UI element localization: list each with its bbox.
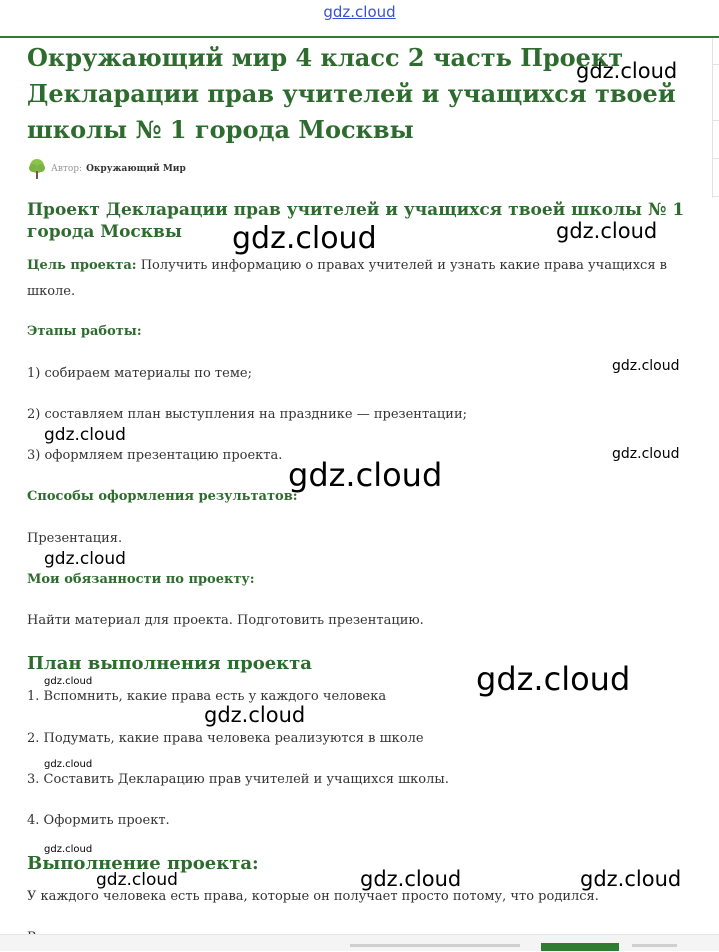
duties-text: Найти материал для проекта. Подготовить презентацию. — [27, 613, 424, 628]
plan-item: 2. Подумать, какие права человека реализуются в школе — [27, 731, 424, 746]
goal-text: Получить информацию о правах учителей и узнать какие права учащихся в школе. — [27, 258, 667, 299]
watermark: gdz.cloud — [612, 446, 680, 462]
bottom-bar — [0, 934, 719, 951]
watermark: gdz.cloud — [44, 844, 93, 855]
plan-item: 3. Составить Декларацию прав учителей и учащихся школы. — [27, 772, 449, 787]
watermark: gdz.cloud — [476, 660, 631, 698]
author-line — [27, 157, 186, 181]
watermark: gdz.cloud — [232, 221, 377, 256]
watermark: gdz.cloud — [288, 456, 443, 494]
watermark: gdz.cloud — [44, 425, 126, 445]
watermark: gdz.cloud — [96, 870, 178, 890]
plan-item: 1. Вспомнить, какие права есть у каждого человека — [27, 689, 387, 704]
watermark: gdz.cloud — [580, 867, 682, 891]
methods-text: Презентация. — [27, 531, 123, 546]
stage-item: 1) собираем материалы по теме; — [27, 366, 252, 381]
plan-item: 4. Оформить проект. — [27, 813, 170, 828]
watermark: gdz.cloud — [360, 867, 462, 891]
stages-label: Этапы работы: — [27, 324, 142, 339]
goal-paragraph — [27, 253, 697, 305]
stage-item: 3) оформляем презентацию проекта. — [27, 448, 283, 463]
page-title: Окружающий мир 4 класс 2 часть Проект Декларации прав учителей и учащихся твоей школы № 1 города Москвы — [27, 43, 676, 144]
methods-label: Способы оформления результатов: — [27, 489, 298, 504]
watermark: gdz.cloud — [44, 676, 93, 687]
site-link[interactable]: gdz.cloud — [323, 3, 396, 21]
author-label: Автор: — [51, 164, 83, 174]
goal-label: Цель проекта: — [27, 258, 137, 273]
duties-label: Мои обязанности по проекту: — [27, 572, 255, 587]
watermark: gdz.cloud — [576, 59, 678, 83]
exec-text: У каждого человека есть права, которые он получает просто потому, что родился. — [27, 889, 599, 904]
watermark: gdz.cloud — [204, 703, 306, 727]
bottom-bar-text — [350, 944, 520, 947]
section-heading-exec: Выполнение проекта: — [27, 853, 259, 874]
tree-icon — [27, 158, 47, 180]
watermark: gdz.cloud — [556, 219, 658, 243]
watermark: gdz.cloud — [44, 759, 93, 770]
stage-item: 2) составляем план выступления на празднике — презентации; — [27, 407, 467, 422]
section-heading-plan: План выполнения проекта — [27, 653, 312, 674]
section-heading-main: Проект Декларации прав учителей и учащихся твоей школы № 1 города Москвы — [27, 200, 685, 242]
side-rule — [712, 38, 719, 198]
watermark: gdz.cloud — [44, 549, 126, 569]
watermark: gdz.cloud — [612, 358, 680, 374]
bottom-bar-text — [632, 944, 677, 947]
author-name[interactable]: Окружающий Мир — [86, 164, 186, 174]
